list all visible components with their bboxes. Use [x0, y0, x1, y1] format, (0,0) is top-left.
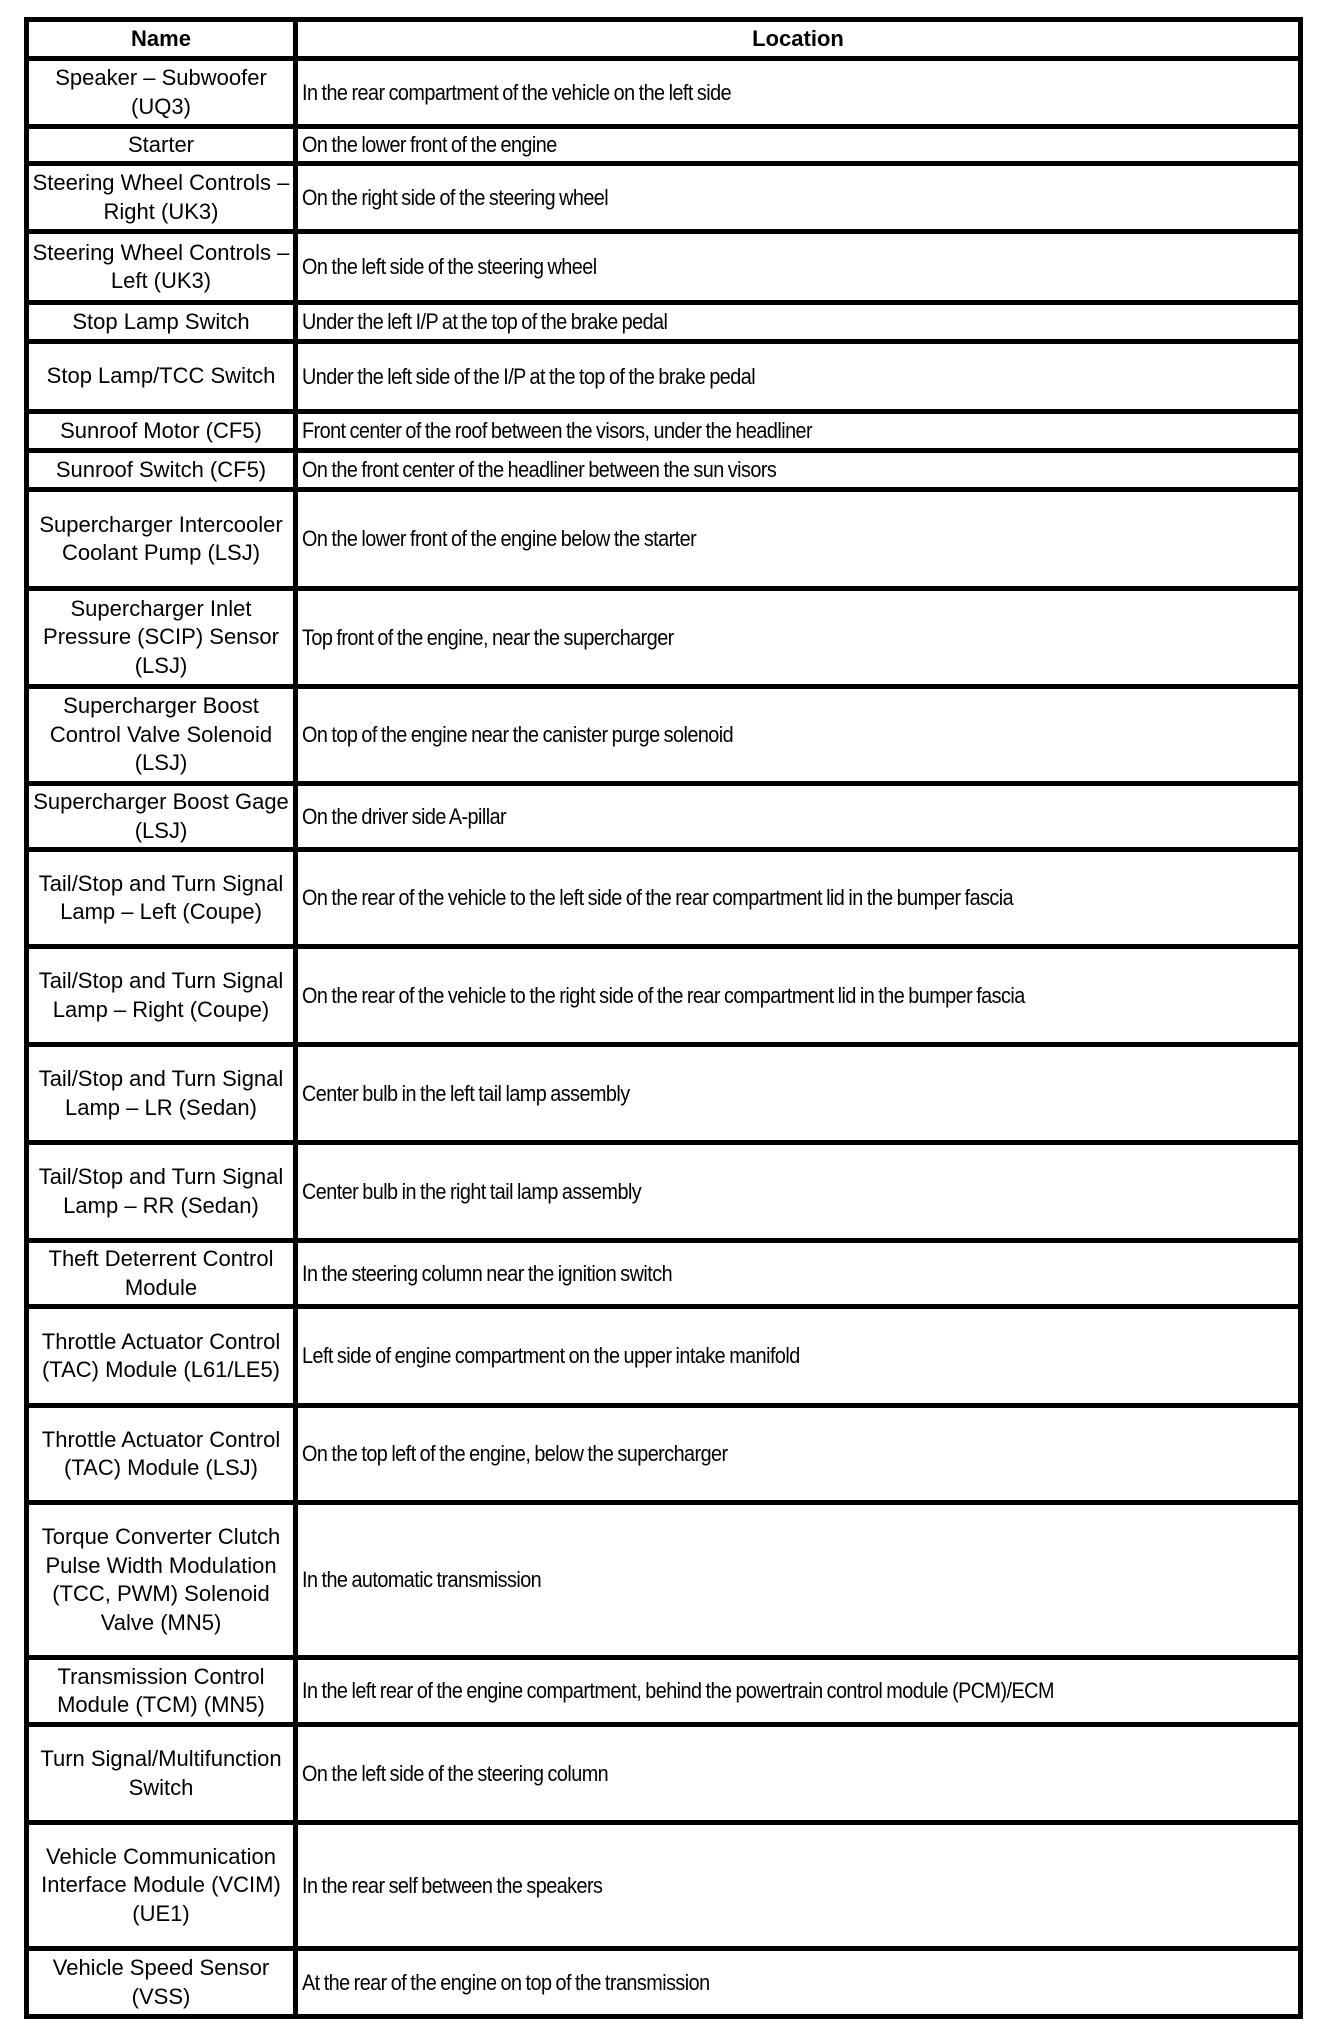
table-row	[27, 451, 1301, 490]
table-row	[27, 412, 1301, 451]
component-name-cell: Supercharger Boost Control Valve Solenoid (LSJ)	[27, 687, 296, 784]
table-row	[27, 1949, 1301, 2017]
table-row	[27, 1725, 1301, 1823]
component-name-cell: Transmission Control Module (TCM) (MN5)	[27, 1658, 296, 1725]
component-location-cell	[296, 1406, 1301, 1503]
table-row	[27, 1406, 1301, 1503]
table-row	[27, 127, 1301, 164]
table-row	[27, 59, 1301, 127]
component-name-cell: Sunroof Motor (CF5)	[27, 412, 296, 451]
table-row	[27, 1307, 1301, 1406]
component-location-cell	[296, 1143, 1301, 1241]
location-text: In the rear self between the speakers	[302, 1872, 603, 1898]
component-name-cell: Supercharger Inlet Pressure (SCIP) Sensor (LSJ)	[27, 589, 296, 687]
component-location-cell	[296, 1241, 1301, 1307]
location-text: Top front of the engine, near the supercharger	[302, 624, 674, 650]
column-header-name: Name	[27, 20, 296, 59]
component-name-cell: Sunroof Switch (CF5)	[27, 451, 296, 490]
table-row	[27, 1045, 1301, 1143]
component-name-cell: Steering Wheel Controls – Right (UK3)	[27, 164, 296, 232]
table-row	[27, 232, 1301, 303]
component-location-cell	[296, 1725, 1301, 1823]
component-location-cell	[296, 589, 1301, 687]
table-row	[27, 687, 1301, 784]
location-text: Center bulb in the right tail lamp assembly	[302, 1178, 642, 1204]
location-text: On the rear of the vehicle to the right side of the rear compartment lid in the bumper fascia	[302, 982, 1025, 1008]
table-row	[27, 1823, 1301, 1949]
component-name-cell: Throttle Actuator Control (TAC) Module (LSJ)	[27, 1406, 296, 1503]
table-header-row	[27, 20, 1301, 59]
table-row	[27, 947, 1301, 1045]
location-text: On the rear of the vehicle to the left side of the rear compartment lid in the bumper fascia	[302, 885, 1014, 910]
component-location-cell	[296, 1658, 1301, 1725]
component-location-cell	[296, 1045, 1301, 1143]
table-row	[27, 589, 1301, 687]
location-text: Under the left side of the I/P at the top of the brake pedal	[302, 363, 756, 389]
component-location-cell	[296, 412, 1301, 451]
component-location-cell	[296, 303, 1301, 342]
location-text: On the right side of the steering wheel	[302, 184, 609, 210]
location-text: In the left rear of the engine compartment, behind the powertrain control module (PCM)/ECM	[302, 1678, 1054, 1703]
component-location-table	[24, 17, 1303, 2019]
location-text: On the lower front of the engine below the starter	[302, 526, 697, 551]
table-row	[27, 850, 1301, 947]
component-location-cell	[296, 127, 1301, 164]
component-name-cell: Theft Deterrent Control Module	[27, 1241, 296, 1307]
component-name-cell: Stop Lamp Switch	[27, 303, 296, 342]
table-row	[27, 490, 1301, 589]
component-location-cell	[296, 1503, 1301, 1658]
table-row	[27, 1143, 1301, 1241]
location-text: On the driver side A-pillar	[302, 803, 507, 829]
component-location-cell	[296, 947, 1301, 1045]
component-location-cell	[296, 490, 1301, 589]
component-location-cell	[296, 164, 1301, 232]
component-location-cell	[296, 232, 1301, 303]
component-name-cell: Speaker – Subwoofer (UQ3)	[27, 59, 296, 127]
component-name-cell: Supercharger Intercooler Coolant Pump (LSJ)	[27, 490, 296, 589]
location-text: On the left side of the steering wheel	[302, 254, 597, 279]
table-row	[27, 1658, 1301, 1725]
component-location-cell	[296, 784, 1301, 850]
component-name-cell: Tail/Stop and Turn Signal Lamp – Left (Coupe)	[27, 850, 296, 947]
component-name-cell: Turn Signal/Multifunction Switch	[27, 1725, 296, 1823]
component-name-cell: Steering Wheel Controls – Left (UK3)	[27, 232, 296, 303]
location-text: Center bulb in the left tail lamp assembly	[302, 1080, 630, 1106]
component-name-cell: Stop Lamp/TCC Switch	[27, 342, 296, 412]
component-name-cell: Tail/Stop and Turn Signal Lamp – Right (Coupe)	[27, 947, 296, 1045]
component-name-cell: Supercharger Boost Gage (LSJ)	[27, 784, 296, 850]
location-text: At the rear of the engine on top of the transmission	[302, 1969, 710, 1995]
table-row	[27, 342, 1301, 412]
component-location-cell	[296, 1823, 1301, 1949]
component-location-cell	[296, 850, 1301, 947]
table-body	[27, 59, 1301, 2017]
location-text: On the top left of the engine, below the supercharger	[302, 1441, 728, 1466]
location-text: On the front center of the headliner between the sun visors	[302, 457, 777, 482]
table-row	[27, 164, 1301, 232]
location-text: On the lower front of the engine	[302, 132, 557, 157]
component-location-cell	[296, 687, 1301, 784]
location-text: In the rear compartment of the vehicle on the left side	[302, 79, 732, 105]
table-row	[27, 303, 1301, 342]
component-location-cell	[296, 451, 1301, 490]
component-location-cell	[296, 342, 1301, 412]
component-name-cell: Tail/Stop and Turn Signal Lamp – RR (Sedan)	[27, 1143, 296, 1241]
component-name-cell: Starter	[27, 127, 296, 164]
location-text: In the automatic transmission	[302, 1567, 542, 1592]
table-row	[27, 784, 1301, 850]
table-row	[27, 1241, 1301, 1307]
location-text: On top of the engine near the canister purge solenoid	[302, 722, 734, 747]
component-location-cell	[296, 59, 1301, 127]
location-text: Front center of the roof between the visors, under the headliner	[302, 418, 813, 443]
location-text: Left side of engine compartment on the upper intake manifold	[302, 1343, 800, 1368]
location-text: On the left side of the steering column	[302, 1760, 609, 1786]
component-name-cell: Torque Converter Clutch Pulse Width Modulation (TCC, PWM) Solenoid Valve (MN5)	[27, 1503, 296, 1658]
component-location-cell	[296, 1949, 1301, 2017]
component-name-cell: Vehicle Communication Interface Module (VCIM) (UE1)	[27, 1823, 296, 1949]
table-row	[27, 1503, 1301, 1658]
component-location-cell	[296, 1307, 1301, 1406]
component-name-cell: Throttle Actuator Control (TAC) Module (L61/LE5)	[27, 1307, 296, 1406]
location-text: In the steering column near the ignition switch	[302, 1260, 673, 1286]
component-name-cell: Vehicle Speed Sensor (VSS)	[27, 1949, 296, 2017]
location-text: Under the left I/P at the top of the brake pedal	[302, 309, 668, 334]
component-name-cell: Tail/Stop and Turn Signal Lamp – LR (Sedan)	[27, 1045, 296, 1143]
column-header-location: Location	[296, 20, 1301, 59]
